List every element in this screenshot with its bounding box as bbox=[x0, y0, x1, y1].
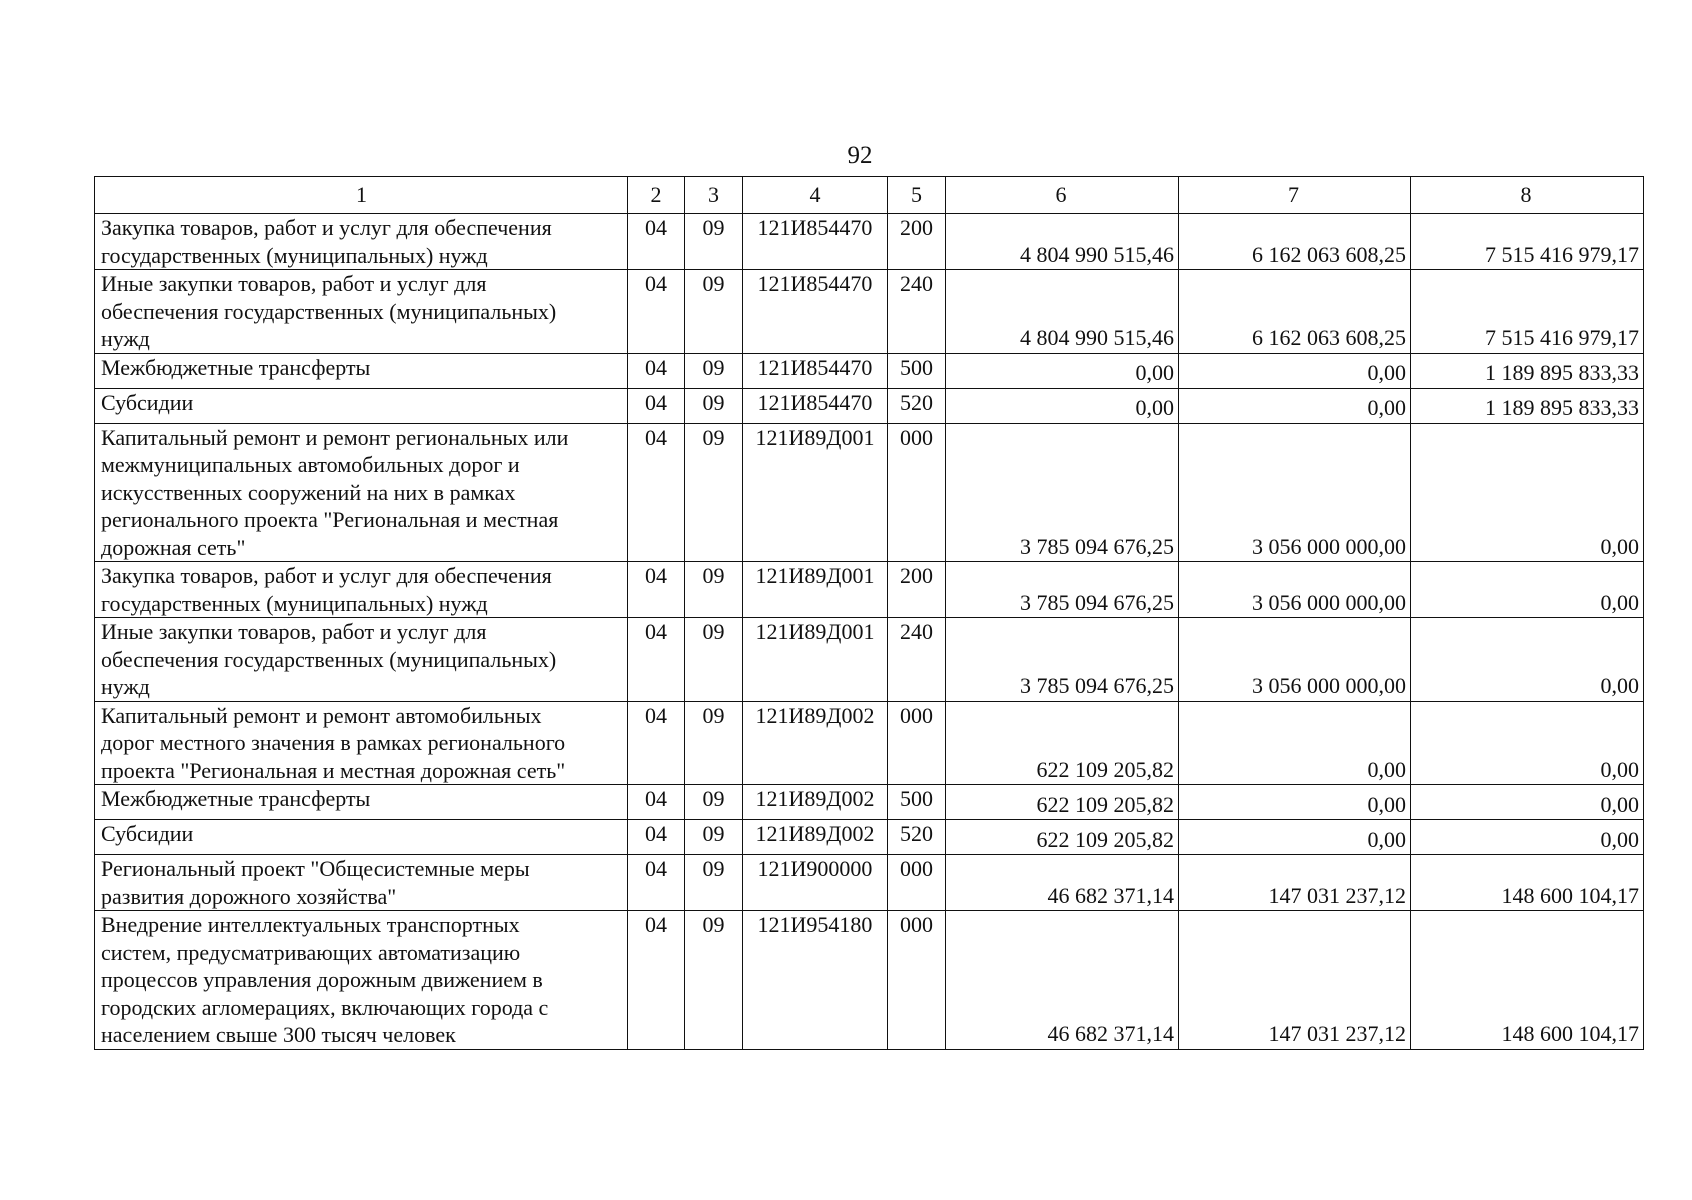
code-cell: 240 bbox=[888, 618, 946, 702]
row-name-cell bbox=[95, 388, 628, 423]
amount-cell bbox=[1411, 785, 1644, 820]
amount-value: 0,00 bbox=[1367, 791, 1406, 817]
code-cell: 121И854470 bbox=[743, 353, 888, 388]
code-cell: 09 bbox=[685, 270, 743, 354]
amount-value: 148 600 104,17 bbox=[1501, 1021, 1639, 1046]
column-header: 2 bbox=[628, 177, 685, 214]
amount-value: 622 109 205,82 bbox=[1036, 791, 1174, 817]
amount-value: 0,00 bbox=[1600, 756, 1639, 782]
row-name: Субсидии bbox=[101, 389, 194, 415]
amount-value: 1 189 895 833,33 bbox=[1485, 360, 1639, 385]
column-header: 5 bbox=[888, 177, 946, 214]
code-cell: 520 bbox=[888, 388, 946, 423]
code-cell: 121И854470 bbox=[743, 270, 888, 354]
amount-value: 6 162 063 608,25 bbox=[1252, 241, 1406, 267]
code-cell: 500 bbox=[888, 353, 946, 388]
amount-cell bbox=[1179, 353, 1411, 388]
table-row bbox=[95, 855, 1644, 911]
code-cell: 04 bbox=[628, 855, 685, 911]
code-cell: 121И89Д002 bbox=[743, 785, 888, 820]
amount-cell bbox=[1179, 855, 1411, 911]
table-row bbox=[95, 388, 1644, 423]
row-name-cell bbox=[95, 911, 628, 1050]
amount-value: 1 189 895 833,33 bbox=[1485, 395, 1639, 420]
amount-value: 148 600 104,17 bbox=[1501, 882, 1639, 908]
row-name: Субсидии bbox=[101, 821, 194, 846]
amount-cell bbox=[1179, 701, 1411, 785]
row-name-cell bbox=[95, 855, 628, 911]
amount-cell bbox=[1411, 388, 1644, 423]
table-row bbox=[95, 214, 1644, 270]
code-cell: 500 bbox=[888, 785, 946, 820]
row-name-cell bbox=[95, 562, 628, 618]
code-cell: 09 bbox=[685, 562, 743, 618]
code-cell: 04 bbox=[628, 911, 685, 1050]
row-name-cell bbox=[95, 701, 628, 785]
row-name-cell bbox=[95, 270, 628, 354]
amount-value: 3 056 000 000,00 bbox=[1252, 589, 1406, 615]
code-cell: 121И89Д001 bbox=[743, 618, 888, 702]
amount-cell bbox=[1411, 423, 1644, 562]
code-cell: 09 bbox=[685, 911, 743, 1050]
code-cell: 121И900000 bbox=[743, 855, 888, 911]
code-cell: 09 bbox=[685, 388, 743, 423]
amount-cell bbox=[1179, 562, 1411, 618]
code-cell: 04 bbox=[628, 701, 685, 785]
amount-value: 147 031 237,12 bbox=[1268, 882, 1406, 908]
code-cell: 200 bbox=[888, 562, 946, 618]
amount-value: 4 804 990 515,46 bbox=[1020, 325, 1174, 350]
code-cell: 09 bbox=[685, 820, 743, 855]
table-row bbox=[95, 820, 1644, 855]
table-row bbox=[95, 785, 1644, 820]
amount-value: 3 785 094 676,25 bbox=[1020, 589, 1174, 615]
code-cell: 04 bbox=[628, 353, 685, 388]
amount-cell bbox=[1179, 820, 1411, 855]
code-cell: 04 bbox=[628, 562, 685, 618]
code-cell: 520 bbox=[888, 820, 946, 855]
row-name: Региональный проект "Общесистемные меры развития дорожного хозяйства" bbox=[101, 856, 530, 909]
amount-cell bbox=[946, 353, 1179, 388]
amount-value: 0,00 bbox=[1367, 395, 1406, 420]
amount-value: 0,00 bbox=[1135, 395, 1174, 420]
amount-cell bbox=[1411, 353, 1644, 388]
code-cell: 121И89Д002 bbox=[743, 820, 888, 855]
row-name-cell bbox=[95, 820, 628, 855]
amount-value: 0,00 bbox=[1600, 533, 1639, 559]
table-row bbox=[95, 911, 1644, 1050]
column-header: 8 bbox=[1411, 177, 1644, 214]
page-number: 92 bbox=[847, 142, 873, 169]
code-cell: 04 bbox=[628, 270, 685, 354]
code-cell: 04 bbox=[628, 785, 685, 820]
amount-value: 3 056 000 000,00 bbox=[1252, 673, 1406, 698]
table-row bbox=[95, 562, 1644, 618]
column-header: 1 bbox=[95, 177, 628, 214]
amount-cell bbox=[1411, 820, 1644, 855]
row-name-cell bbox=[95, 214, 628, 270]
amount-cell bbox=[1411, 618, 1644, 702]
code-cell: 04 bbox=[628, 214, 685, 270]
row-name-cell bbox=[95, 785, 628, 820]
amount-cell bbox=[1179, 423, 1411, 562]
amount-value: 0,00 bbox=[1135, 360, 1174, 385]
amount-cell bbox=[946, 388, 1179, 423]
amount-cell bbox=[1179, 388, 1411, 423]
code-cell: 09 bbox=[685, 701, 743, 785]
amount-value: 7 515 416 979,17 bbox=[1485, 325, 1639, 350]
row-name-cell bbox=[95, 353, 628, 388]
amount-cell bbox=[1411, 911, 1644, 1050]
code-cell: 121И854470 bbox=[743, 214, 888, 270]
amount-cell bbox=[1179, 785, 1411, 820]
amount-value: 0,00 bbox=[1367, 826, 1406, 852]
amount-cell bbox=[1179, 214, 1411, 270]
code-cell: 09 bbox=[685, 855, 743, 911]
row-name: Иные закупки товаров, работ и услуг для обеспечения государственных (муниципальных) нужд bbox=[101, 271, 557, 351]
amount-cell bbox=[946, 820, 1179, 855]
amount-value: 7 515 416 979,17 bbox=[1485, 241, 1639, 267]
budget-table bbox=[94, 176, 1644, 1050]
row-name-cell bbox=[95, 618, 628, 702]
amount-cell bbox=[946, 214, 1179, 270]
row-name: Внедрение интеллектуальных транспортных систем, предусматривающих автоматизацию процессов управления дорожным движением в городских агломерациях, включающих города с населением свыше 300 тысяч человек bbox=[101, 912, 549, 1047]
amount-value: 0,00 bbox=[1600, 791, 1639, 817]
table-row bbox=[95, 353, 1644, 388]
amount-value: 0,00 bbox=[1600, 673, 1639, 698]
amount-cell bbox=[1411, 855, 1644, 911]
amount-value: 0,00 bbox=[1600, 589, 1639, 615]
amount-cell bbox=[946, 423, 1179, 562]
amount-cell bbox=[1179, 618, 1411, 702]
row-name: Капитальный ремонт и ремонт автомобильных дорог местного значения в рамках регионального проекта "Региональная и местная дорожная сеть" bbox=[101, 702, 566, 783]
code-cell: 200 bbox=[888, 214, 946, 270]
amount-value: 0,00 bbox=[1600, 826, 1639, 852]
row-name: Закупка товаров, работ и услуг для обеспечения государственных (муниципальных) нужд bbox=[101, 563, 552, 616]
code-cell: 04 bbox=[628, 388, 685, 423]
code-cell: 000 bbox=[888, 855, 946, 911]
amount-cell bbox=[946, 562, 1179, 618]
code-cell: 121И89Д002 bbox=[743, 701, 888, 785]
amount-cell bbox=[1411, 270, 1644, 354]
table-row bbox=[95, 270, 1644, 354]
code-cell: 09 bbox=[685, 353, 743, 388]
column-header: 4 bbox=[743, 177, 888, 214]
code-cell: 121И89Д001 bbox=[743, 423, 888, 562]
column-header: 7 bbox=[1179, 177, 1411, 214]
row-name-cell bbox=[95, 423, 628, 562]
table-row bbox=[95, 618, 1644, 702]
amount-cell bbox=[1411, 701, 1644, 785]
amount-value: 4 804 990 515,46 bbox=[1020, 241, 1174, 267]
code-cell: 09 bbox=[685, 423, 743, 562]
amount-value: 0,00 bbox=[1367, 756, 1406, 782]
column-header: 6 bbox=[946, 177, 1179, 214]
amount-value: 622 109 205,82 bbox=[1036, 826, 1174, 852]
column-header: 3 bbox=[685, 177, 743, 214]
header-row bbox=[95, 177, 1644, 214]
row-name: Иные закупки товаров, работ и услуг для обеспечения государственных (муниципальных) нужд bbox=[101, 619, 557, 699]
code-cell: 121И89Д001 bbox=[743, 562, 888, 618]
table-row bbox=[95, 423, 1644, 562]
row-name: Закупка товаров, работ и услуг для обеспечения государственных (муниципальных) нужд bbox=[101, 215, 552, 268]
amount-cell bbox=[946, 785, 1179, 820]
amount-cell bbox=[1179, 911, 1411, 1050]
code-cell: 121И954180 bbox=[743, 911, 888, 1050]
code-cell: 09 bbox=[685, 785, 743, 820]
code-cell: 04 bbox=[628, 820, 685, 855]
amount-value: 6 162 063 608,25 bbox=[1252, 325, 1406, 350]
code-cell: 240 bbox=[888, 270, 946, 354]
code-cell: 04 bbox=[628, 618, 685, 702]
code-cell: 09 bbox=[685, 214, 743, 270]
amount-value: 3 056 000 000,00 bbox=[1252, 533, 1406, 559]
code-cell: 04 bbox=[628, 423, 685, 562]
amount-value: 3 785 094 676,25 bbox=[1020, 533, 1174, 559]
amount-value: 0,00 bbox=[1367, 360, 1406, 385]
amount-cell bbox=[946, 855, 1179, 911]
amount-cell bbox=[946, 270, 1179, 354]
row-name: Капитальный ремонт и ремонт региональных или межмуниципальных автомобильных дорог и искусственных сооружений на них в рамках регионального проекта "Региональная и местная дорожная сеть" bbox=[101, 424, 569, 560]
amount-value: 3 785 094 676,25 bbox=[1020, 673, 1174, 698]
code-cell: 09 bbox=[685, 618, 743, 702]
code-cell: 000 bbox=[888, 911, 946, 1050]
table-row bbox=[95, 701, 1644, 785]
amount-value: 46 682 371,14 bbox=[1047, 1021, 1174, 1046]
amount-value: 147 031 237,12 bbox=[1268, 1021, 1406, 1046]
code-cell: 000 bbox=[888, 423, 946, 562]
amount-cell bbox=[1411, 562, 1644, 618]
amount-cell bbox=[946, 701, 1179, 785]
amount-cell bbox=[946, 618, 1179, 702]
amount-value: 622 109 205,82 bbox=[1036, 756, 1174, 782]
code-cell: 000 bbox=[888, 701, 946, 785]
amount-value: 46 682 371,14 bbox=[1047, 882, 1174, 908]
amount-cell bbox=[1411, 214, 1644, 270]
amount-cell bbox=[946, 911, 1179, 1050]
amount-cell bbox=[1179, 270, 1411, 354]
row-name: Межбюджетные трансферты bbox=[101, 786, 371, 811]
row-name: Межбюджетные трансферты bbox=[101, 354, 371, 380]
code-cell: 121И854470 bbox=[743, 388, 888, 423]
